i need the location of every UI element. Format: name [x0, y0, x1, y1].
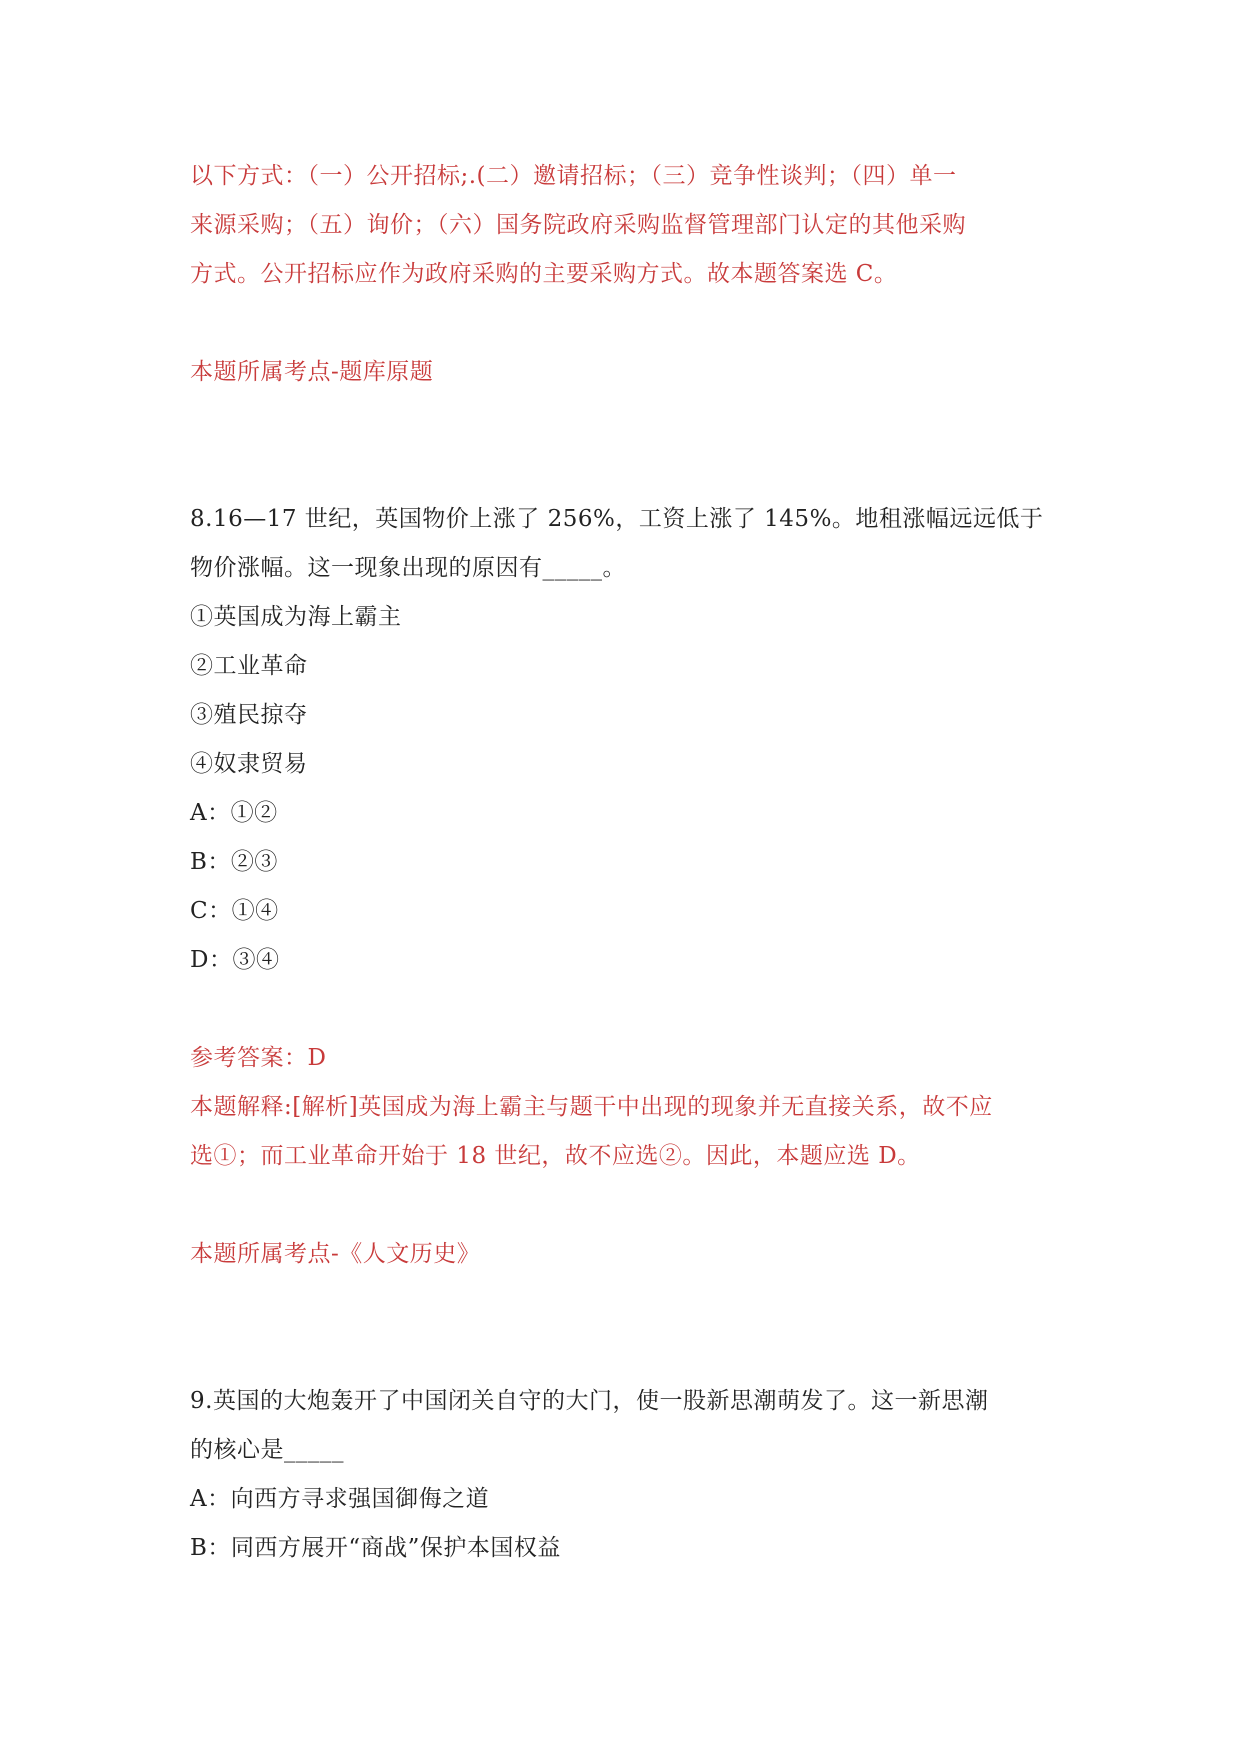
statement-item: ④奴隶贸易 [190, 751, 308, 777]
question-8 [190, 495, 1070, 1279]
explanation-line: 选①；而工业革命开始于 18 世纪，故不应选②。因此，本题应选 D。 [190, 1143, 921, 1169]
page-content [190, 152, 1070, 1573]
spacer [190, 299, 1070, 348]
explanation-line: 以下方式：（一）公开招标;.(二）邀请招标；（三）竞争性谈判；（四）单一 [190, 163, 957, 189]
question-9 [190, 1377, 1070, 1573]
spacer [190, 1279, 1070, 1377]
statement-item: ①英国成为海上霸主 [190, 604, 402, 630]
spacer [190, 985, 1070, 1034]
option-d: D：③④ [190, 947, 280, 973]
option-b: B：同西方展开“商战”保护本国权益 [190, 1535, 561, 1561]
explanation-line: 方式。公开招标应作为政府采购的主要采购方式。故本题答案选 C。 [190, 261, 898, 287]
explanation-line: 来源采购；（五）询价；（六）国务院政府采购监督管理部门认定的其他采购 [190, 212, 966, 238]
question-stem: 的核心是_____ [190, 1437, 344, 1463]
q7-explanation-tail [190, 152, 1070, 299]
q8-topic: 本题所属考点-《人文历史》 [190, 1241, 481, 1267]
q7-topic: 本题所属考点-题库原题 [190, 359, 434, 385]
option-b: B：②③ [190, 849, 278, 875]
statement-item: ②工业革命 [190, 653, 308, 679]
question-stem: 8.16—17 世纪，英国物价上涨了 256%，工资上涨了 145%。地租涨幅远远低于 [190, 506, 1044, 532]
option-c: C：①④ [190, 898, 279, 924]
answer-line: 参考答案：D [190, 1045, 327, 1071]
question-stem: 9.英国的大炮轰开了中国闭关自守的大门，使一股新思潮萌发了。这一新思潮 [190, 1388, 989, 1414]
option-a: A：①② [190, 800, 278, 826]
spacer [190, 1181, 1070, 1230]
explanation-line: 本题解释:[解析]英国成为海上霸主与题干中出现的现象并无直接关系，故不应 [190, 1094, 993, 1120]
statement-item: ③殖民掠夺 [190, 702, 308, 728]
spacer [190, 397, 1070, 495]
option-a: A：向西方寻求强国御侮之道 [190, 1486, 490, 1512]
question-stem: 物价涨幅。这一现象出现的原因有_____。 [190, 555, 626, 581]
